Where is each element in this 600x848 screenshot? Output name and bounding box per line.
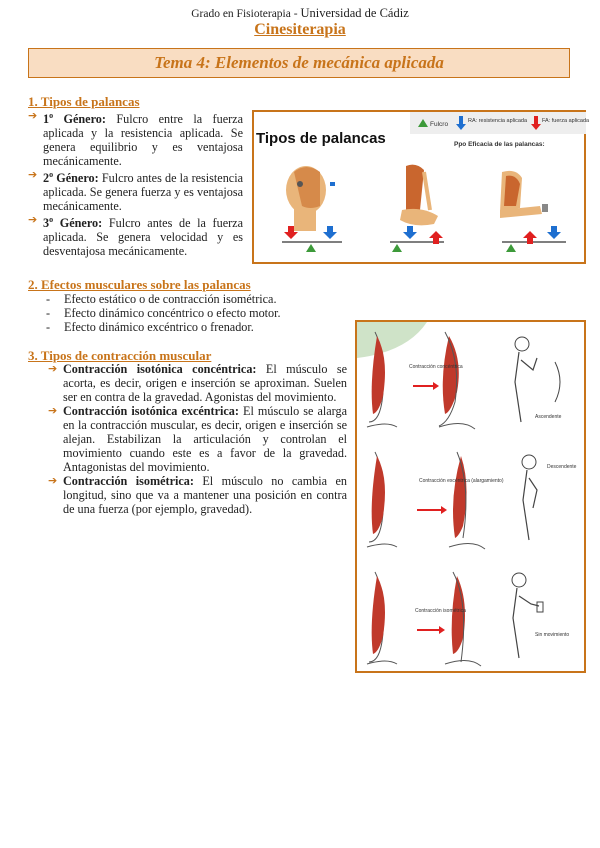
item-label: Contracción isotónica concéntrica: xyxy=(63,362,257,376)
item-text: Fulcro antes de la resistencia aplicada. Se genera fuerza y es ventajosa mecánicamente. xyxy=(43,171,244,214)
list-item xyxy=(28,213,243,258)
item-text: Efecto dinámico concéntrico o efecto motor. xyxy=(64,306,281,320)
eccentric-row xyxy=(367,452,537,549)
item-text: El músculo se acorta, es decir, origen e inserción se aproximan. Suelen ser en contra de la gravedad. Agonistas del movimiento. xyxy=(63,362,347,404)
resistance-arrow-1 xyxy=(323,226,337,239)
legend-resistance: RA: resistencia aplicada xyxy=(468,118,528,124)
list-item xyxy=(48,474,347,516)
eccentric-label: Contracción excéntrica (alargamiento) xyxy=(419,478,504,484)
topic-banner: Tema 4: Elementos de mecánica aplicada xyxy=(28,48,570,78)
section-1-title: 1. Tipos de palancas xyxy=(28,94,140,109)
fulcrum-3 xyxy=(506,244,516,252)
item-text: Fulcro entre la fuerza aplicada y la resistencia aplicada. Se genera equilibrio y es ventajosa mecánicamente. xyxy=(43,112,243,169)
item-label: Contracción isométrica: xyxy=(63,474,194,488)
item-sup: o xyxy=(49,111,54,120)
item-label: Género: xyxy=(53,171,99,186)
program-name: Grado en Fisioterapia xyxy=(191,8,291,20)
list-item xyxy=(46,292,281,306)
arrow-icon: ➔ xyxy=(48,474,58,487)
item-number: 1 xyxy=(43,112,50,127)
list-item xyxy=(46,320,281,334)
head-lever-illustration xyxy=(286,166,335,231)
item-label: Género: xyxy=(53,112,106,127)
item-text: Fulcro antes de la fuerza aplicada. Se genera velocidad y es desventajosa mecánicamente. xyxy=(43,216,243,259)
arrow-icon: ➔ xyxy=(28,109,38,122)
section-2-title: 2. Efectos musculares sobre las palancas xyxy=(28,277,251,292)
arrow-icon: ➔ xyxy=(28,168,38,182)
list-item xyxy=(28,109,243,168)
fulcrum-1 xyxy=(306,244,316,252)
dash-bullet: - xyxy=(46,292,51,306)
concentric-label: Contracción concéntrica xyxy=(409,364,463,370)
dash-bullet: - xyxy=(46,306,51,320)
isometric-caption: Sin movimiento xyxy=(535,632,570,638)
item-number: 3 xyxy=(43,216,50,231)
university-name: Universidad de Cádiz xyxy=(300,6,409,20)
eccentric-caption: Descendente xyxy=(547,464,577,470)
isometric-label: Contracción isométrica xyxy=(415,608,466,614)
item-sup: o xyxy=(49,170,54,180)
item-text: Efecto dinámico excéntrico o frenador. xyxy=(64,320,254,334)
arrow-icon: ➔ xyxy=(48,362,58,375)
isometric-row xyxy=(367,572,543,666)
decor-corner xyxy=(357,322,427,358)
list-item xyxy=(28,168,243,213)
levers-illustration xyxy=(254,112,590,262)
section-3-title: 3. Tipos de contracción muscular xyxy=(28,348,212,363)
item-label: Contracción isotónica excéntrica: xyxy=(63,404,239,418)
contraction-types-list xyxy=(48,362,347,516)
lever-types-list xyxy=(28,109,243,258)
contraction-figure xyxy=(355,320,586,673)
dash-bullet: - xyxy=(46,320,51,334)
item-text: Efecto estático o de contracción isométrica. xyxy=(64,292,277,306)
page-header xyxy=(0,6,600,21)
contraction-illustration xyxy=(357,322,584,671)
figure-title: Tipos de palancas xyxy=(256,130,386,147)
item-sup: o xyxy=(49,215,54,225)
header-separator: - xyxy=(290,8,301,20)
list-item xyxy=(48,362,347,404)
resistance-arrow-2 xyxy=(403,226,417,239)
arrow-icon: ➔ xyxy=(28,213,38,227)
legend-fulcrum: Fulcro xyxy=(430,121,449,128)
muscle-effects-list xyxy=(46,292,281,334)
item-number: 2 xyxy=(43,171,50,186)
resistance-arrow-3 xyxy=(547,226,561,239)
concentric-caption: Ascendente xyxy=(535,414,562,420)
list-item xyxy=(46,306,281,320)
item-text: El músculo no cambia en longitud, sino que va a mantener una posición en contra de una fuerza (por ejemplo, gravedad). xyxy=(63,474,348,516)
item-text: El músculo se alarga en la contracción muscular, es decir, origen e inserción se alejan. Estabilizan la articulación y controlan el movimiento cuando este es a favor de la gravedad. Antagonistas del movimiento. xyxy=(63,404,347,474)
fulcrum-2 xyxy=(392,244,402,252)
foot-lever-illustration xyxy=(400,165,438,226)
legend-force: FA: fuerza aplicada xyxy=(542,118,590,124)
list-item xyxy=(48,404,347,474)
figure-subtitle: Ppo Eficacia de las palancas: xyxy=(454,141,545,148)
levers-figure xyxy=(252,110,590,264)
arm-lever-illustration xyxy=(500,171,548,218)
arrow-icon: ➔ xyxy=(48,404,58,417)
item-label: Género: xyxy=(53,216,103,231)
course-title: Cinesiterapia xyxy=(254,21,346,38)
